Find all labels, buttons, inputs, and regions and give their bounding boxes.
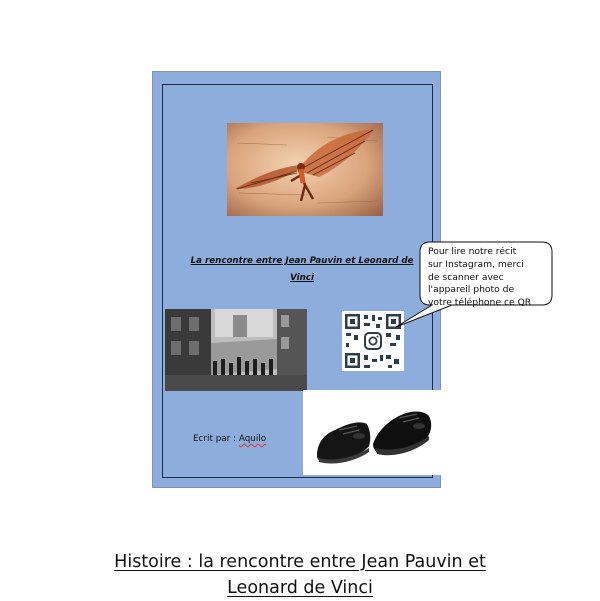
flying-machine-illustration-icon [227,123,383,216]
speech-bubble-text [428,246,548,310]
cover-frame [162,84,433,478]
old-street-photo-icon [165,309,307,391]
caption-line: Leonard de Vinci [227,578,373,598]
cover-title: La rencontre entre Jean Pauvin et Leonard de Vinci [190,256,414,283]
page-caption [60,549,540,601]
black-shoes-icon [303,390,441,475]
bubble-line: l'appareil photo de [428,284,515,296]
bubble-line: de scanner avec [428,271,504,283]
bubble-line: Pour lire notre récit [428,246,517,257]
author-name: Aquilo [238,434,267,444]
bubble-line: sur Instagram, merci [428,258,524,270]
qr-code-icon[interactable] [342,311,404,371]
book-cover [152,71,441,488]
bubble-line: votre téléphone ce QR [428,297,532,309]
caption-line: Histoire : la rencontre entre Jean Pauvin et [114,552,486,572]
author-line [193,434,266,444]
author-label: Ecrit par : [193,434,237,444]
